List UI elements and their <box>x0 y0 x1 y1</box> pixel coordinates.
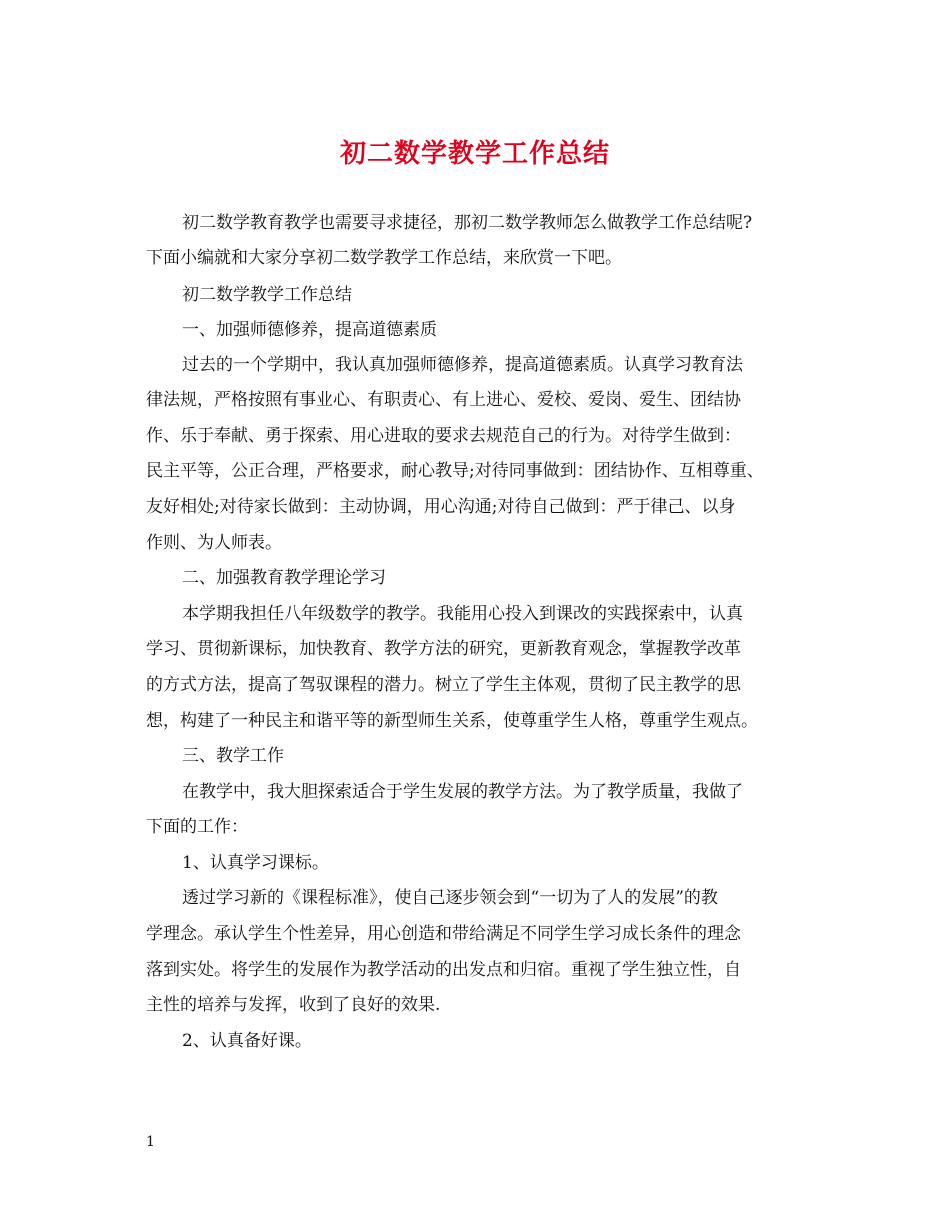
paragraph-line: 过去的一个学期中，我认真加强师德修养，提高道德素质。认真学习教育法 <box>182 355 743 375</box>
section-heading: 2、认真备好课。 <box>182 1031 312 1051</box>
section-heading: 初二数学教学工作总结 <box>182 285 352 305</box>
paragraph-line: 学理念。承认学生个性差异，用心创造和带给满足不同学生学习成长条件的理念 <box>146 924 741 944</box>
paragraph-line: 透过学习新的《课程标准》，使自己逐步领会到“一切为了人的发展”的教 <box>182 888 718 908</box>
paragraph-line: 主性的培养与发挥，收到了良好的效果. <box>146 995 441 1015</box>
paragraph-line: 落到实处。将学生的发展作为教学活动的出发点和归宿。重视了学生独立性，自 <box>146 960 741 980</box>
paragraph-line: 下面小编就和大家分享初二数学教学工作总结，来欣赏一下吧。 <box>146 248 622 268</box>
section-heading: 一、加强师德修养，提高道德素质 <box>182 320 437 340</box>
paragraph-line: 的方式方法，提高了驾驭课程的潜力。树立了学生主体观，贯彻了民主教学的思 <box>146 675 741 695</box>
paragraph-line: 作、乐于奉献、勇于探索、用心进取的要求去规范自己的行为。对待学生做到： <box>146 426 741 446</box>
page-number: 1 <box>146 1134 155 1150</box>
document-title: 初二数学教学工作总结 <box>339 139 610 169</box>
paragraph-line: 初二数学教育教学也需要寻求捷径，那初二数学教师怎么做教学工作总结呢? <box>182 213 753 233</box>
paragraph-line: 作则、为人师表。 <box>146 533 282 553</box>
paragraph-line: 友好相处;对待家长做到：主动协调，用心沟通;对待自己做到：严于律己、以身 <box>146 497 736 517</box>
paragraph-line: 下面的工作： <box>146 817 248 837</box>
section-heading: 1、认真学习课标。 <box>182 853 329 873</box>
paragraph-line: 学习、贯彻新课标，加快教育、教学方法的研究，更新教育观念，掌握教学改革 <box>146 639 741 659</box>
paragraph-line: 律法规，严格按照有事业心、有职责心、有上进心、爱校、爱岗、爱生、团结协 <box>146 390 741 410</box>
paragraph-line: 在教学中，我大胆探索适合于学生发展的教学方法。为了教学质量，我做了 <box>182 782 743 802</box>
section-heading: 三、教学工作 <box>182 746 284 766</box>
paragraph-line: 本学期我担任八年级数学的教学。我能用心投入到课改的实践探索中，认真 <box>182 604 743 624</box>
paragraph-line: 想，构建了一种民主和谐平等的新型师生关系，使尊重学生人格，尊重学生观点。 <box>146 711 758 731</box>
paragraph-line: 民主平等，公正合理，严格要求，耐心教导;对待同事做到：团结协作、互相尊重、 <box>146 461 764 481</box>
section-heading: 二、加强教育教学理论学习 <box>182 568 386 588</box>
